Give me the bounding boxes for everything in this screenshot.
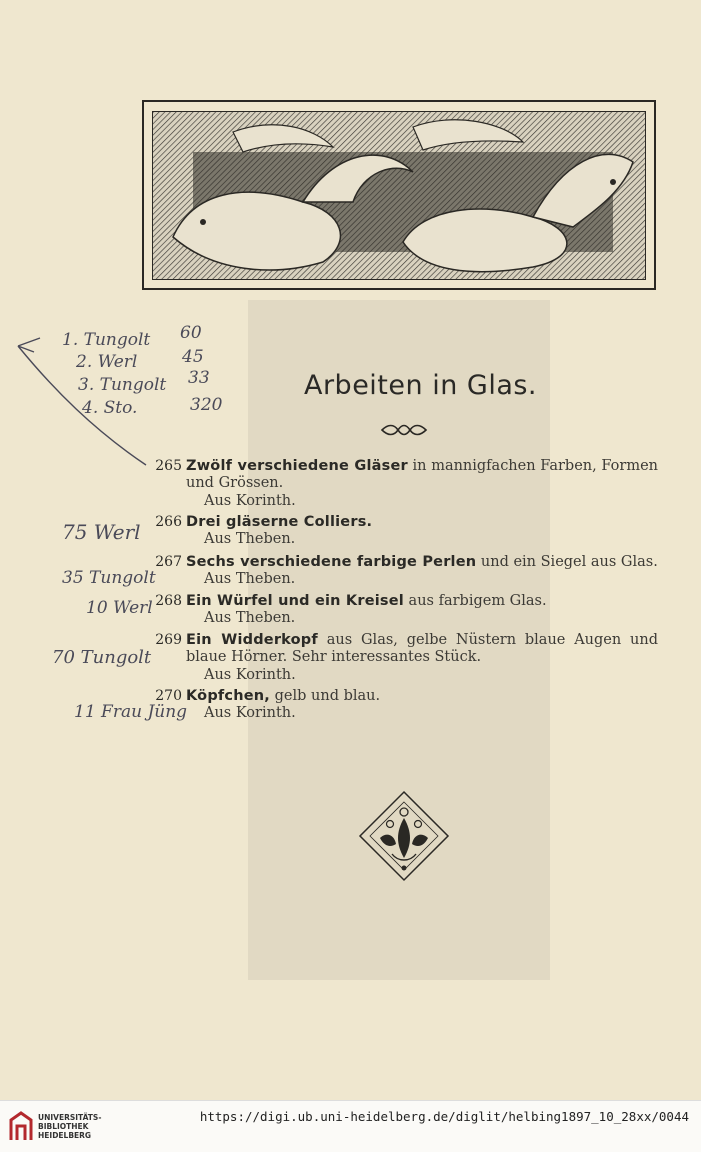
catalogue-entry — [146, 514, 658, 550]
handwritten-price-1: 60 — [180, 323, 202, 343]
entry-number: 266 — [155, 514, 182, 530]
permalink-url[interactable]: https://digi.ub.uni-heidelberg.de/diglit/helbing1897_10_28xx/0044 — [199, 1109, 689, 1124]
entry-number: 265 — [155, 458, 182, 474]
handwritten-list-4: 4. Sto. — [82, 398, 138, 418]
entry-text — [186, 554, 658, 571]
section-title: Arbeiten in Glas. — [303, 370, 538, 401]
entry-title: Zwölf verschiedene Gläser — [186, 458, 408, 474]
handwritten-note-269: 70 Tungolt — [52, 647, 152, 668]
library-logo-text — [38, 1113, 101, 1140]
handwritten-list-3: 3. Tungolt — [78, 375, 167, 395]
entry-origin: Aus Korinth. — [204, 705, 296, 721]
viewer-footer — [0, 1100, 701, 1152]
entry-description: und ein Siegel aus Glas. — [476, 554, 658, 570]
entry-number: 268 — [155, 593, 182, 609]
entry-description: aus farbigem Glas. — [403, 593, 547, 609]
title-divider-ornament — [380, 423, 428, 437]
logo-line: HEIDELBERG — [38, 1131, 92, 1140]
catalogue-entry — [146, 632, 658, 686]
handwritten-note-267: 35 Tungolt — [62, 568, 156, 588]
handwritten-note-270: 11 Frau Jüng — [74, 702, 188, 722]
entry-text — [186, 514, 658, 531]
handwritten-note-268: 10 Werl — [86, 598, 153, 618]
catalogue-entry — [146, 688, 658, 724]
handwritten-price-2: 45 — [182, 347, 204, 367]
entry-text — [186, 632, 658, 666]
library-logo-icon — [8, 1110, 34, 1142]
logo-line: BIBLIOTHEK — [38, 1122, 89, 1131]
entry-title: Köpfchen, — [186, 688, 271, 704]
entry-title: Ein Würfel und ein Kreisel — [186, 593, 404, 609]
entry-description: in mannigfachen Farben, Formen und Grössen. — [186, 458, 659, 491]
floral-ornament — [356, 788, 452, 884]
entry-text — [186, 593, 658, 610]
handwritten-price-3: 33 — [188, 368, 210, 388]
header-vignette — [142, 100, 656, 290]
handwritten-list-1: 1. Tungolt — [62, 330, 151, 350]
entry-origin: Aus Theben. — [204, 531, 296, 547]
entry-number: 269 — [155, 632, 182, 648]
entry-title: Ein Widderkopf — [186, 632, 318, 648]
logo-line: UNIVERSITÄTS- — [38, 1113, 102, 1122]
entry-description: aus Glas, gelbe Nüstern blaue Augen und blaue Hörner. Sehr interessantes Stück. — [186, 632, 658, 665]
entry-origin: Aus Korinth. — [204, 667, 296, 683]
entry-text — [186, 458, 658, 492]
entry-number: 267 — [155, 554, 182, 570]
catalogue-entry — [146, 554, 658, 590]
catalogue-entry — [146, 593, 658, 629]
handwritten-note-266: 75 Werl — [62, 520, 141, 544]
entry-title: Drei gläserne Colliers. — [186, 514, 373, 530]
entry-description: gelb und blau. — [270, 688, 381, 704]
handwritten-price-4: 320 — [190, 395, 223, 415]
entry-number: 270 — [155, 688, 182, 704]
handwritten-list-2: 2. Werl — [76, 352, 138, 372]
entry-origin: Aus Theben. — [204, 571, 296, 587]
catalogue-entry — [146, 458, 658, 510]
entry-origin: Aus Theben. — [204, 610, 296, 626]
entry-title: Sechs verschiedene farbige Perlen — [186, 554, 477, 570]
squirrel-illustration — [153, 112, 646, 280]
entry-origin: Aus Korinth. — [204, 493, 296, 509]
entry-text — [186, 688, 658, 705]
